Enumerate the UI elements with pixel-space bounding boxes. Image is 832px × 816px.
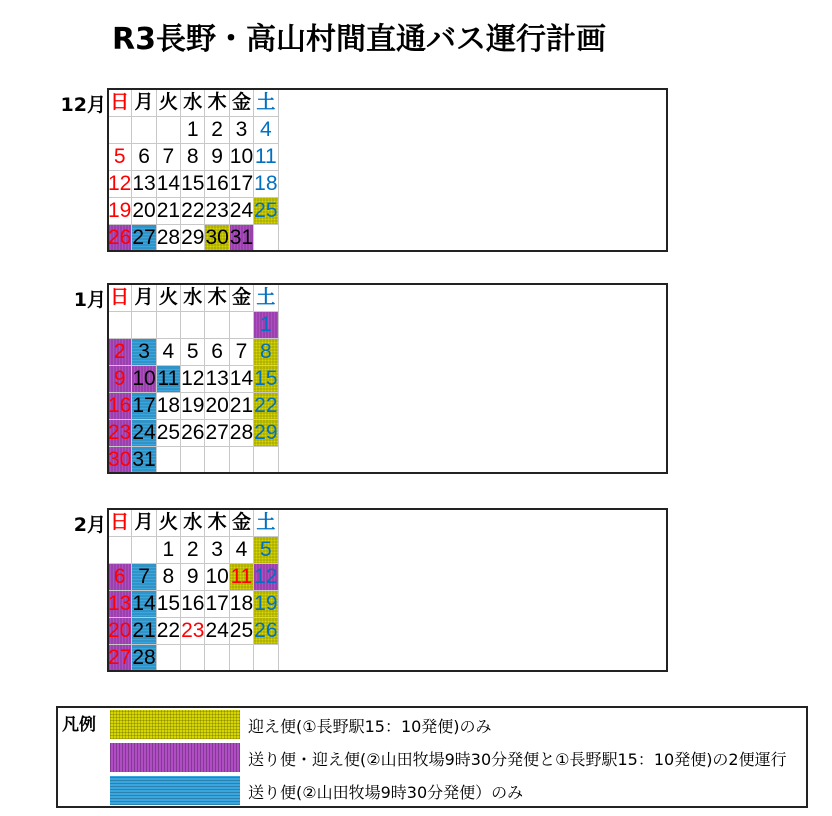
day-cell: 13 bbox=[205, 366, 229, 393]
day-cell: 5 bbox=[108, 144, 132, 171]
weekday-header: 金 bbox=[229, 509, 253, 537]
week-row bbox=[108, 117, 279, 144]
week-row bbox=[108, 420, 279, 447]
day-cell: 18 bbox=[229, 591, 253, 618]
day-cell: 19 bbox=[108, 198, 132, 225]
month-label: 1月 bbox=[73, 289, 106, 311]
weekday-header: 火 bbox=[156, 284, 180, 312]
day-cell: 6 bbox=[205, 339, 229, 366]
legend-swatch-purple bbox=[110, 743, 240, 772]
calendar-table bbox=[107, 283, 279, 474]
day-cell bbox=[132, 117, 156, 144]
week-row bbox=[108, 339, 279, 366]
week-row bbox=[108, 312, 279, 339]
day-cell: 8 bbox=[181, 144, 205, 171]
week-row bbox=[108, 198, 279, 225]
day-cell bbox=[254, 645, 278, 672]
day-cell: 20 bbox=[205, 393, 229, 420]
day-cell: 24 bbox=[229, 198, 253, 225]
day-cell: 28 bbox=[132, 645, 156, 672]
day-cell: 15 bbox=[181, 171, 205, 198]
day-cell: 27 bbox=[205, 420, 229, 447]
day-cell: 3 bbox=[132, 339, 156, 366]
weekday-header: 月 bbox=[132, 509, 156, 537]
day-cell: 13 bbox=[108, 591, 132, 618]
calendar-table bbox=[107, 508, 279, 672]
weekday-header-row bbox=[108, 89, 279, 117]
weekday-header: 日 bbox=[108, 89, 132, 117]
day-cell bbox=[229, 447, 253, 474]
weekday-header: 日 bbox=[108, 509, 132, 537]
day-cell bbox=[108, 537, 132, 564]
page-title: R3長野・高山村間直通バス運行計画 bbox=[112, 22, 606, 57]
day-cell: 2 bbox=[181, 537, 205, 564]
day-cell: 22 bbox=[156, 618, 180, 645]
day-cell: 25 bbox=[229, 618, 253, 645]
day-cell: 10 bbox=[205, 564, 229, 591]
weekday-header: 水 bbox=[181, 89, 205, 117]
day-cell: 7 bbox=[229, 339, 253, 366]
month-label: 12月 bbox=[60, 94, 106, 116]
day-cell bbox=[132, 537, 156, 564]
day-cell: 10 bbox=[229, 144, 253, 171]
legend-swatch-cyan bbox=[110, 776, 240, 805]
day-cell: 26 bbox=[108, 225, 132, 252]
day-cell: 9 bbox=[205, 144, 229, 171]
weekday-header: 木 bbox=[205, 89, 229, 117]
day-cell bbox=[156, 117, 180, 144]
day-cell: 23 bbox=[108, 420, 132, 447]
day-cell: 9 bbox=[108, 366, 132, 393]
legend-text-pickup: 迎え便(①長野駅15：10発便)のみ bbox=[248, 717, 492, 736]
weekday-header: 土 bbox=[254, 89, 278, 117]
day-cell bbox=[205, 645, 229, 672]
weekday-header: 金 bbox=[229, 284, 253, 312]
day-cell bbox=[181, 447, 205, 474]
weekday-header: 土 bbox=[254, 509, 278, 537]
weekday-header: 水 bbox=[181, 284, 205, 312]
day-cell: 21 bbox=[156, 198, 180, 225]
day-cell: 23 bbox=[181, 618, 205, 645]
day-cell: 15 bbox=[156, 591, 180, 618]
legend bbox=[56, 706, 808, 808]
day-cell: 7 bbox=[132, 564, 156, 591]
day-cell: 8 bbox=[156, 564, 180, 591]
week-row bbox=[108, 645, 279, 672]
day-cell: 16 bbox=[181, 591, 205, 618]
day-cell: 31 bbox=[132, 447, 156, 474]
day-cell bbox=[254, 447, 278, 474]
day-cell: 20 bbox=[108, 618, 132, 645]
day-cell: 19 bbox=[181, 393, 205, 420]
day-cell: 17 bbox=[229, 171, 253, 198]
day-cell: 21 bbox=[229, 393, 253, 420]
day-cell: 31 bbox=[229, 225, 253, 252]
day-cell: 29 bbox=[181, 225, 205, 252]
day-cell: 27 bbox=[108, 645, 132, 672]
day-cell: 9 bbox=[181, 564, 205, 591]
legend-text-dropoff: 送り便(②山田牧場9時30分発便）のみ bbox=[248, 783, 524, 802]
day-cell: 4 bbox=[156, 339, 180, 366]
day-cell: 1 bbox=[156, 537, 180, 564]
day-cell: 3 bbox=[229, 117, 253, 144]
weekday-header: 月 bbox=[132, 284, 156, 312]
day-cell: 18 bbox=[156, 393, 180, 420]
week-row bbox=[108, 225, 279, 252]
month-label: 2月 bbox=[73, 514, 106, 536]
day-cell: 4 bbox=[254, 117, 278, 144]
day-cell bbox=[132, 312, 156, 339]
day-cell: 5 bbox=[181, 339, 205, 366]
weekday-header-row bbox=[108, 509, 279, 537]
legend-text-both: 送り便・迎え便(②山田牧場9時30分発便と①長野駅15：10発便)の2便運行 bbox=[248, 750, 787, 769]
day-cell: 19 bbox=[254, 591, 278, 618]
weekday-header: 火 bbox=[156, 509, 180, 537]
day-cell: 3 bbox=[205, 537, 229, 564]
day-cell: 4 bbox=[229, 537, 253, 564]
week-row bbox=[108, 393, 279, 420]
day-cell: 27 bbox=[132, 225, 156, 252]
week-row bbox=[108, 144, 279, 171]
calendar-table bbox=[107, 88, 279, 252]
legend-title: 凡例 bbox=[62, 715, 96, 735]
day-cell: 15 bbox=[254, 366, 278, 393]
day-cell: 21 bbox=[132, 618, 156, 645]
weekday-header: 水 bbox=[181, 509, 205, 537]
day-cell bbox=[181, 312, 205, 339]
day-cell: 24 bbox=[132, 420, 156, 447]
day-cell: 22 bbox=[254, 393, 278, 420]
day-cell: 10 bbox=[132, 366, 156, 393]
day-cell: 23 bbox=[205, 198, 229, 225]
day-cell: 18 bbox=[254, 171, 278, 198]
day-cell: 22 bbox=[181, 198, 205, 225]
day-cell bbox=[229, 312, 253, 339]
day-cell bbox=[181, 645, 205, 672]
day-cell bbox=[205, 312, 229, 339]
weekday-header: 火 bbox=[156, 89, 180, 117]
week-row bbox=[108, 618, 279, 645]
day-cell: 30 bbox=[205, 225, 229, 252]
day-cell: 28 bbox=[229, 420, 253, 447]
day-cell: 17 bbox=[205, 591, 229, 618]
day-cell: 7 bbox=[156, 144, 180, 171]
weekday-header: 木 bbox=[205, 509, 229, 537]
legend-swatch-yellow bbox=[110, 710, 240, 739]
day-cell: 26 bbox=[254, 618, 278, 645]
day-cell: 29 bbox=[254, 420, 278, 447]
weekday-header-row bbox=[108, 284, 279, 312]
day-cell bbox=[156, 312, 180, 339]
day-cell bbox=[108, 312, 132, 339]
week-row bbox=[108, 366, 279, 393]
day-cell: 13 bbox=[132, 171, 156, 198]
day-cell: 20 bbox=[132, 198, 156, 225]
day-cell bbox=[229, 645, 253, 672]
weekday-header: 土 bbox=[254, 284, 278, 312]
week-row bbox=[108, 537, 279, 564]
day-cell: 12 bbox=[254, 564, 278, 591]
day-cell: 2 bbox=[205, 117, 229, 144]
day-cell: 16 bbox=[108, 393, 132, 420]
day-cell: 25 bbox=[254, 198, 278, 225]
day-cell: 11 bbox=[254, 144, 278, 171]
week-row bbox=[108, 171, 279, 198]
day-cell: 26 bbox=[181, 420, 205, 447]
day-cell bbox=[108, 117, 132, 144]
day-cell: 14 bbox=[229, 366, 253, 393]
day-cell: 2 bbox=[108, 339, 132, 366]
day-cell: 14 bbox=[132, 591, 156, 618]
day-cell: 25 bbox=[156, 420, 180, 447]
day-cell: 17 bbox=[132, 393, 156, 420]
day-cell: 24 bbox=[205, 618, 229, 645]
day-cell: 8 bbox=[254, 339, 278, 366]
week-row bbox=[108, 564, 279, 591]
day-cell: 30 bbox=[108, 447, 132, 474]
day-cell bbox=[205, 447, 229, 474]
day-cell: 6 bbox=[108, 564, 132, 591]
day-cell bbox=[156, 447, 180, 474]
weekday-header: 月 bbox=[132, 89, 156, 117]
day-cell: 14 bbox=[156, 171, 180, 198]
day-cell bbox=[156, 645, 180, 672]
day-cell: 16 bbox=[205, 171, 229, 198]
day-cell bbox=[254, 225, 278, 252]
day-cell: 1 bbox=[254, 312, 278, 339]
day-cell: 6 bbox=[132, 144, 156, 171]
day-cell: 12 bbox=[181, 366, 205, 393]
weekday-header: 木 bbox=[205, 284, 229, 312]
weekday-header: 金 bbox=[229, 89, 253, 117]
week-row bbox=[108, 447, 279, 474]
day-cell: 1 bbox=[181, 117, 205, 144]
weekday-header: 日 bbox=[108, 284, 132, 312]
week-row bbox=[108, 591, 279, 618]
day-cell: 11 bbox=[229, 564, 253, 591]
day-cell: 11 bbox=[156, 366, 180, 393]
day-cell: 12 bbox=[108, 171, 132, 198]
day-cell: 5 bbox=[254, 537, 278, 564]
day-cell: 28 bbox=[156, 225, 180, 252]
